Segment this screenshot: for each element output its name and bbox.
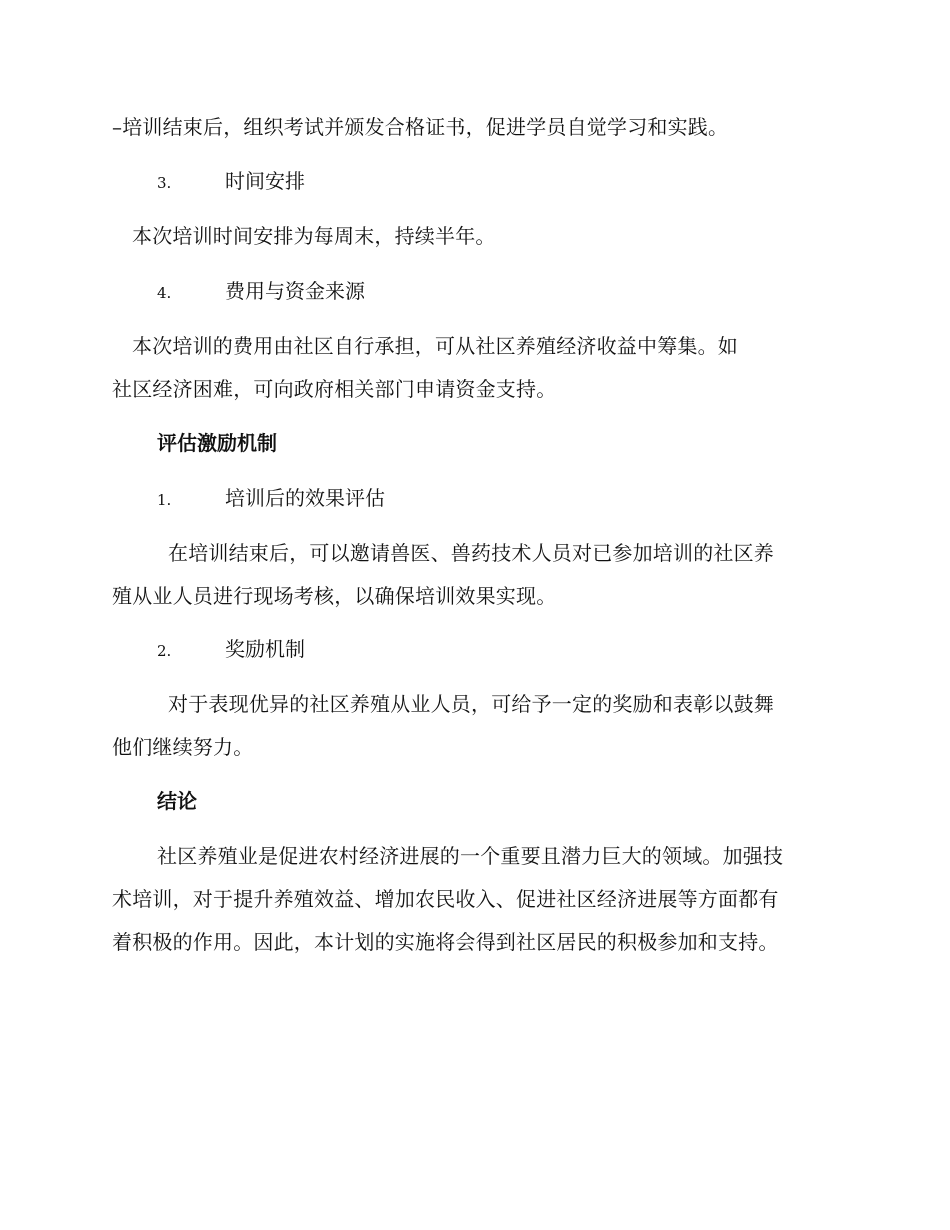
- item-title: 奖励机制: [225, 637, 305, 661]
- reward-paragraph: [112, 683, 837, 769]
- paragraph-line: 着积极的作用。因此，本计划的实施将会得到社区居民的积极参加和支持。: [112, 930, 779, 954]
- effect-evaluation-paragraph: [112, 532, 837, 618]
- item-title: 费用与资金来源: [225, 279, 365, 303]
- paragraph-line: 在培训结束后，可以邀请兽医、兽药技术人员对已参加培训的社区养: [168, 541, 774, 565]
- item-number: 4.: [157, 284, 172, 302]
- item-funding: [157, 270, 365, 315]
- item-title: 时间安排: [225, 169, 305, 193]
- paragraph-line: 术培训，对于提升养殖效益、增加农民收入、促进社区经济进展等方面都有: [112, 887, 779, 911]
- paragraph-line: 殖从业人员进行现场考核，以确保培训效果实现。: [112, 584, 557, 608]
- item-number: 3.: [157, 174, 172, 192]
- item-reward-mechanism: [157, 628, 305, 673]
- time-schedule-paragraph: 本次培训时间安排为每周末，持续半年。: [132, 224, 496, 248]
- intro-line: –培训结束后，组织考试并颁发合格证书，促进学员自觉学习和实践。: [112, 115, 729, 139]
- section-heading-conclusion: 结论: [157, 789, 197, 813]
- paragraph-line: 本次培训的费用由社区自行承担，可从社区养殖经济收益中筹集。如: [132, 334, 738, 358]
- item-effect-evaluation: [157, 477, 385, 522]
- item-title: 培训后的效果评估: [225, 486, 385, 510]
- item-time-schedule: [157, 160, 305, 205]
- item-number: 1.: [157, 491, 172, 509]
- section-heading-evaluation: 评估激励机制: [157, 431, 277, 455]
- conclusion-paragraph: [112, 835, 837, 964]
- item-number: 2.: [157, 642, 172, 660]
- funding-paragraph: [112, 325, 837, 411]
- paragraph-line: 他们继续努力。: [112, 735, 254, 759]
- paragraph-line: 社区经济困难，可向政府相关部门申请资金支持。: [112, 377, 557, 401]
- paragraph-line: 对于表现优异的社区养殖从业人员，可给予一定的奖励和表彰以鼓舞: [168, 692, 774, 716]
- paragraph-line: 社区养殖业是促进农村经济进展的一个重要且潜力巨大的领域。加强技: [157, 844, 784, 868]
